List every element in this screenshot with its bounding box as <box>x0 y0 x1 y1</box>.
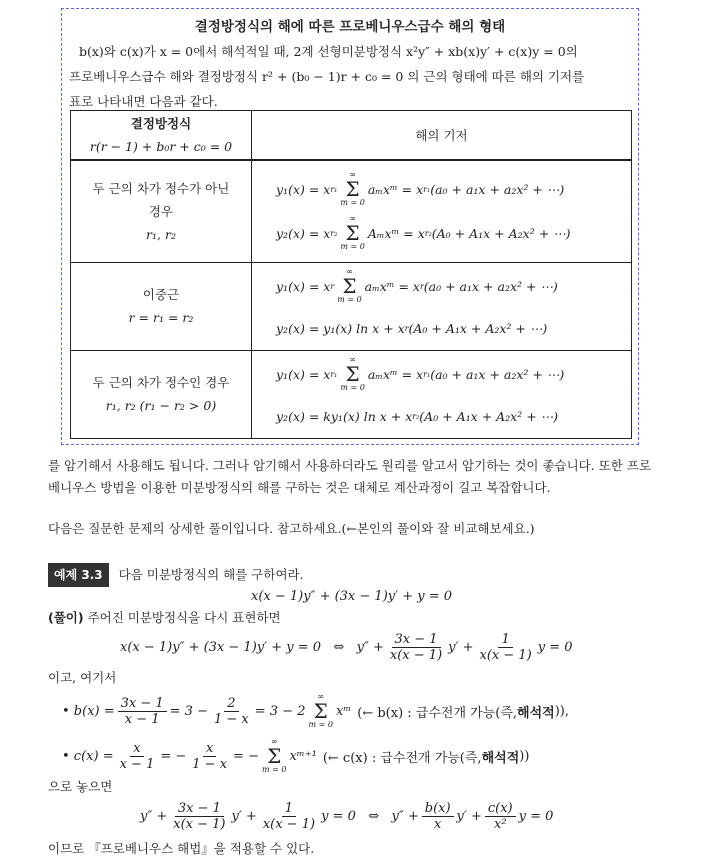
solution-y1 <box>276 167 630 211</box>
bullet-b <box>62 692 569 730</box>
math-text: y′ + <box>448 640 474 655</box>
math-text: • c(x) = <box>62 748 114 764</box>
sigma-symbol: ∞ Σ m = 0 <box>261 737 287 774</box>
solution-y2 <box>276 211 630 255</box>
fraction: $\frac{b(x)}{x}$ <box>422 801 454 832</box>
paragraph-reference: 다음은 질문한 문제의 상세한 풀이입니다. 참고하세요.(←본인의 풀이와 잘 비교해보세요.) <box>48 521 535 536</box>
eq-exp: r <box>404 323 409 333</box>
case-text: 경우 <box>148 203 174 219</box>
fraction: $\frac{3x - 1}{x(x - 1)}$ <box>173 801 226 832</box>
eq-lhs: y₂(x) = y₁(x) ln x + x <box>276 320 405 336</box>
note-bold: 해석적 <box>481 750 520 766</box>
case-text: 이중근 <box>142 287 180 302</box>
eq-exp: r₁ <box>423 184 431 194</box>
case-cell <box>71 262 252 350</box>
eq-exp: r₂ <box>330 228 338 238</box>
eq-exp: r <box>330 281 335 291</box>
eq-term: Aₘxᵐ = x <box>367 225 425 241</box>
sigma-symbol: ∞ Σ m = 0 <box>308 692 333 729</box>
fraction: $\frac{x}{1 - x}$ <box>192 740 228 772</box>
eq-exp: r₁ <box>330 184 338 194</box>
summary-box <box>61 8 639 445</box>
fraction: $\frac{x}{x - 1}$ <box>119 740 155 772</box>
math-text: y = 0 ⇔ y″ + <box>321 809 419 824</box>
math-text: y″ + <box>140 809 168 824</box>
basis-cell <box>252 262 632 350</box>
solution-label: (풀이) <box>48 610 84 625</box>
math-text: y′ + <box>231 809 257 824</box>
eq-tail: (a₀ + a₁x + a₂x² + ⋯) <box>423 278 558 294</box>
solution-y2 <box>276 396 630 436</box>
fraction: $\frac{2}{1 - x}$ <box>213 695 249 727</box>
header-basis: 해의 기저 <box>252 111 632 161</box>
sigma-symbol: ∞ Σ m = 0 <box>340 214 365 252</box>
case-roots: r₁, r₂ <box>146 226 176 242</box>
math-text: x(x − 1)y″ + (3x − 1)y′ + y = 0 ⇔ y″ + <box>120 640 384 655</box>
note: (← c(x) : 급수전개 가능(즉, <box>322 750 482 766</box>
eq-term: aₘxᵐ = x <box>367 181 424 197</box>
eq-exp: r₂ <box>424 228 432 238</box>
eq-exp: r₂ <box>412 411 420 421</box>
note-end: )), <box>554 703 570 719</box>
here-text: 이고, 여기서 <box>48 670 117 685</box>
math-text: = 3 − <box>169 703 208 719</box>
math-text: • b(x) = <box>62 703 115 719</box>
example-prompt: 다음 미분방정식의 해를 구하여라. <box>118 567 304 582</box>
case-cell <box>71 350 252 438</box>
eq-lhs: y₁(x) = x <box>276 366 331 382</box>
case-cell <box>71 160 252 262</box>
note-bold: 해석적 <box>517 705 555 721</box>
note-end: )) <box>519 748 530 764</box>
eq-exp: r <box>419 281 424 291</box>
paragraph-line: 를 암기해서 사용해도 됩니다. 그러나 암기해서 사용하더라도 원리를 알고서 암기하는 것이 좋습니다. 또한 프로 <box>48 458 651 473</box>
header-indicial-title: 결정방정식 <box>130 116 192 131</box>
sigma-symbol: ∞ Σ m = 0 <box>340 170 365 208</box>
basis-cell <box>252 350 632 438</box>
math-line-2 <box>140 801 553 832</box>
eq-tail: (A₀ + A₁x + A₂x² + ⋯) <box>431 225 571 241</box>
basis-cell <box>252 160 632 262</box>
conclusion: 이므로 『프로베니우스 해법』을 적용할 수 있다. <box>48 841 315 856</box>
header-indicial-eq: r(r − 1) + b₀r + c₀ = 0 <box>89 139 233 154</box>
eq-tail: (A₀ + A₁x + A₂x² + ⋯) <box>419 408 559 424</box>
fraction: $\frac{3x - 1}{x(x - 1)}$ <box>389 632 443 663</box>
math-text: xᵐ <box>335 703 352 719</box>
eq-lhs: y₂(x) = ky₁(x) ln x + x <box>276 408 413 424</box>
math-line-1 <box>120 632 573 663</box>
fraction: $\frac{3x - 1}{x - 1}$ <box>118 696 167 727</box>
case-text: 두 근의 차가 정수가 아닌 <box>92 180 230 196</box>
math-text: y = 0 <box>537 640 573 655</box>
table-row <box>71 262 632 350</box>
solution-text: 주어진 미분방정식을 다시 표현하면 <box>87 610 281 625</box>
eq-tail: (a₀ + a₁x + a₂x² + ⋯) <box>430 366 565 382</box>
eq-lhs: y₂(x) = x <box>276 225 331 241</box>
math-text: y = 0 <box>518 809 554 824</box>
basis-table <box>70 110 632 439</box>
eq-tail: (a₀ + a₁x + a₂x² + ⋯) <box>430 181 565 197</box>
math-text: = − <box>160 748 187 764</box>
intro-line: b(x)와 c(x)가 x = 0에서 해석적일 때, 2계 선형미분방정식 x²y″ + xb(x)y′ + c(x)y = 0의 <box>79 44 578 59</box>
sigma-symbol: ∞ Σ m = 0 <box>340 355 365 392</box>
example-header <box>48 563 304 587</box>
sigma-symbol: ∞ Σ m = 0 <box>337 267 362 304</box>
box-intro <box>69 39 631 114</box>
fraction: $\frac{1}{x(x - 1)}$ <box>262 801 316 832</box>
table-row <box>71 350 632 438</box>
solution-y1 <box>276 264 630 308</box>
eq-lhs: y₁(x) = x <box>276 278 331 294</box>
eq-lhs: y₁(x) = x <box>276 181 331 197</box>
example-badge: 예제 3.3 <box>48 563 109 587</box>
solution-y1 <box>276 352 630 396</box>
eq-exp: r₁ <box>330 369 338 379</box>
example-equation: x(x − 1)y″ + (3x − 1)y′ + y = 0 <box>251 589 452 604</box>
case-text: 두 근의 차가 정수인 경우 <box>92 375 230 390</box>
case-roots: r₁, r₂ (r₁ − r₂ > 0) <box>105 398 217 413</box>
fraction: $\frac{c(x)}{\text{x²}}$ <box>485 801 516 832</box>
math-text: = 3 − 2 <box>254 703 306 719</box>
put-text: 으로 놓으면 <box>48 779 113 794</box>
eq-tail: (A₀ + A₁x + A₂x² + ⋯) <box>408 320 548 336</box>
note: (← b(x) : 급수전개 가능(즉, <box>357 705 518 721</box>
fraction: $\frac{1}{x(x - 1)}$ <box>479 632 532 663</box>
table-row <box>71 160 632 262</box>
paragraph <box>48 455 651 499</box>
eq-term: aₘxᵐ = x <box>367 366 424 382</box>
eq-exp: r₁ <box>423 369 431 379</box>
case-roots: r = r₁ = r₂ <box>128 310 194 325</box>
math-text: y′ + <box>456 809 482 824</box>
eq-term: aₘxᵐ = x <box>364 278 420 294</box>
paragraph-line: 베니우스 방법을 이용한 미분방정식의 해를 구하는 것은 대체로 계산과정이 길고 복잡합니다. <box>48 480 551 495</box>
bullet-c <box>62 737 529 775</box>
math-text: = − <box>233 748 259 764</box>
header-indicial <box>71 111 252 161</box>
table-header-row <box>71 111 632 161</box>
intro-line: 표로 나타내면 다음과 같다. <box>69 94 218 109</box>
math-text: xᵐ⁺¹ <box>289 748 317 764</box>
solution-y2 <box>276 308 630 348</box>
intro-line: 프로베니우스급수 해와 결정방정식 r² + (b₀ − 1)r + c₀ = 0 의 근의 형태에 따른 해의 기저를 <box>69 69 585 84</box>
solution-intro <box>48 607 281 629</box>
box-title: 결정방정식의 해에 따른 프로베니우스급수 해의 형태 <box>194 19 506 35</box>
